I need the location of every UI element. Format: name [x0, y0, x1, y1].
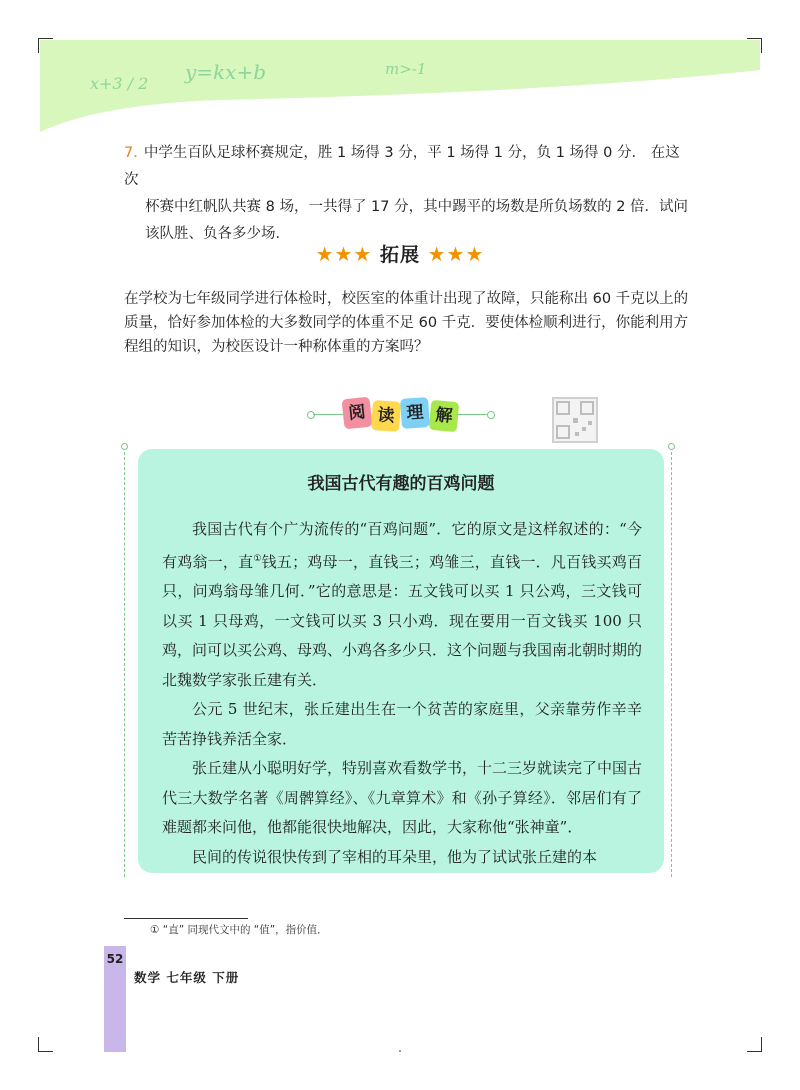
extension-heading — [0, 240, 800, 267]
problem-line-1: 中学生百队足球杯赛规定，胜 1 场得 3 分，平 1 场得 1 分，负 1 场得 0 分． 在这次 — [124, 145, 680, 188]
banner-tile-1: 阅 — [342, 397, 373, 430]
extension-text: 在学校为七年级同学进行体检时，校医室的体重计出现了故障，只能称出 60 千克以上的质量，恰好参加体检的大多数同学的体重不足 60 千克．要使体检顺利进行，你能利用方程组的知识，为校医设计一种称体重的方案吗？ — [124, 291, 689, 355]
page-number: 52 — [106, 952, 124, 966]
corner-dot — [668, 443, 675, 450]
crop-mark-bottom-left — [38, 1037, 53, 1052]
reading-paragraph-3: 张丘建从小聪明好学，特别喜欢看数学书，十二三岁就读完了中国古代三大数学名著《周髀算经》、《九章算术》和《孙子算经》．邻居们有了难题都来问他，他都能很快地解决，因此，大家称他“张神童”． — [162, 759, 643, 836]
reading-paragraph-1 — [162, 515, 642, 695]
footnote-marker: ① — [253, 553, 262, 564]
footnote: ① “直” 同现代文中的 “值”，指价值． — [150, 924, 328, 936]
reading-dashed-line-right — [671, 447, 672, 877]
reading-dashed-line-left — [124, 447, 125, 877]
star-icon: ★★★ — [427, 242, 485, 266]
banner-tile-3: 理 — [400, 397, 430, 429]
reading-title: 我国古代有趣的百鸡问题 — [307, 474, 495, 494]
problem-7 — [124, 140, 694, 248]
header-doodle-fraction: x+3 / 2 — [90, 74, 149, 93]
banner-tile-4: 解 — [429, 400, 460, 432]
extension-heading-label: 拓展 — [379, 244, 420, 266]
problem-line-3: 该队胜、负各多少场． — [145, 226, 290, 242]
star-icon: ★★★ — [315, 242, 373, 266]
problem-line-2: 杯赛中红帆队共赛 8 场，一共得了 17 分，其中踢平的场数是所负场数的 2 倍．试问 — [145, 199, 689, 215]
problem-number: 7. — [124, 145, 138, 161]
banner-dot-right — [487, 411, 495, 419]
reading-paragraph-2: 公元 5 世纪末，张丘建出生在一个贫苦的家庭里，父亲靠劳作辛辛苦苦挣钱养活全家． — [162, 700, 642, 748]
reading-p1-part-b: 钱五；鸡母一，直钱三；鸡雏三，直钱一．凡百钱买鸡百只，问鸡翁母雏几何．”它的意思是：五文钱可以买 1 只公鸡，三文钱可以买 1 只母鸡，一文钱可以买 3 只小鸡．现在要用一百文钱买 100 只鸡，问可以买公鸡、母鸡、小鸡各多少只．这个问题与我国南北朝时期的北魏数学家张丘建有关． — [162, 552, 643, 689]
footer-dot — [399, 1050, 401, 1052]
header-doodle-linear: y=kx+b — [185, 60, 267, 84]
book-title: 数学 七年级 下册 — [134, 970, 240, 985]
reading-box — [138, 449, 664, 873]
crop-mark-bottom-right — [747, 1037, 762, 1052]
banner-tile-2: 读 — [371, 400, 401, 432]
reading-banner — [0, 398, 800, 438]
corner-dot — [121, 443, 128, 450]
reading-body — [162, 515, 642, 872]
reading-p1-part-a: 我国古代有个广为流传的“百鸡问题”．它的原文是这样叙述的：“今有鸡翁一，直 — [162, 520, 642, 571]
banner-line-right — [457, 414, 489, 415]
banner-line-left — [313, 414, 345, 415]
banner-dot-left — [307, 411, 315, 419]
header-doodle-inequality: m>-1 — [385, 60, 427, 78]
header-band — [40, 40, 760, 132]
qr-code-graphic — [554, 399, 596, 441]
reading-paragraph-4: 民间的传说很快传到了宰相的耳朵里，他为了试试张丘建的本 — [192, 847, 598, 866]
qr-code-icon[interactable] — [552, 397, 598, 443]
footnote-rule — [124, 918, 248, 919]
